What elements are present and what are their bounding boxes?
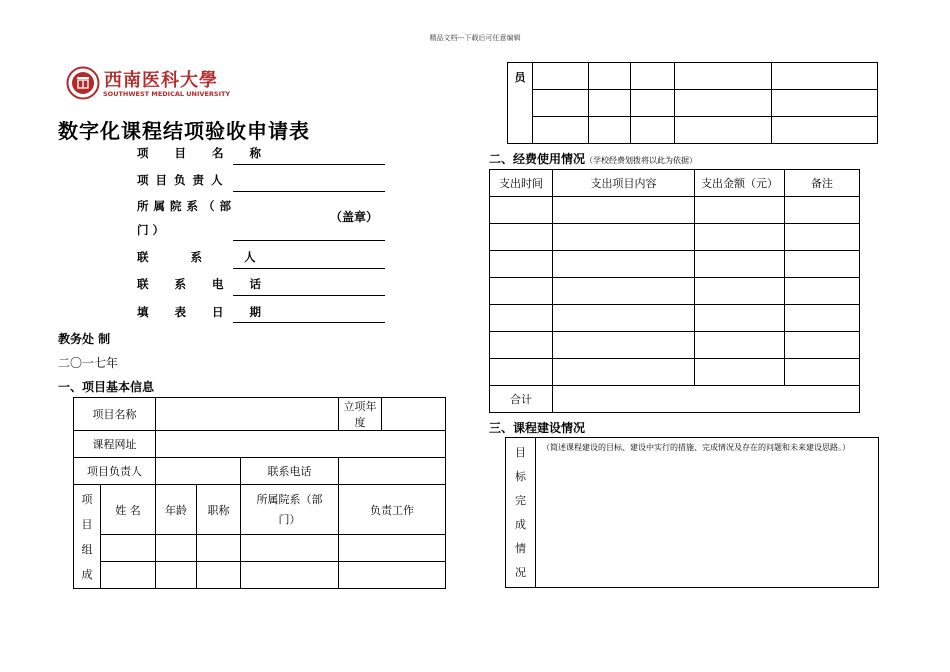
- section2-note: （学校经费划拨将以此为依据）: [585, 156, 698, 165]
- col-duty: 负责工作: [339, 485, 446, 535]
- member-continuation-table: [507, 62, 878, 144]
- member-cell[interactable]: [339, 562, 446, 589]
- expense-cell[interactable]: [490, 332, 553, 359]
- col-expense-note: 备注: [785, 170, 860, 197]
- logo-name: 西南医科大學: [104, 70, 218, 91]
- expense-cell[interactable]: [553, 305, 695, 332]
- seal-note: （盖章）: [330, 210, 379, 224]
- member-cell[interactable]: [675, 117, 772, 144]
- expense-cell[interactable]: [695, 332, 785, 359]
- member-cell[interactable]: [631, 63, 675, 90]
- expense-cell[interactable]: [785, 278, 860, 305]
- member-cell[interactable]: [101, 535, 156, 562]
- member-cell[interactable]: [101, 562, 156, 589]
- member-cell[interactable]: [589, 117, 631, 144]
- member-cell[interactable]: [339, 535, 446, 562]
- expense-table: [489, 169, 860, 413]
- member-cell[interactable]: [631, 117, 675, 144]
- col-title: 职称: [197, 485, 241, 535]
- col-name: 姓 名: [101, 485, 156, 535]
- expense-cell[interactable]: [553, 332, 695, 359]
- field-label-dept-cont: 门 ）: [137, 223, 165, 237]
- member-cell[interactable]: [156, 562, 197, 589]
- field-line-name[interactable]: [233, 164, 385, 165]
- label-project-group: 项目组成: [74, 485, 101, 589]
- section3-heading: 三、课程建设情况: [489, 421, 586, 435]
- section2-heading: 二、经费使用情况（学校经费划拨将以此为依据）: [489, 152, 698, 166]
- input-project-name[interactable]: [156, 398, 339, 431]
- input-approval-year[interactable]: [382, 398, 446, 431]
- expense-cell[interactable]: [695, 251, 785, 278]
- field-label-phone: 联 系 电 话: [137, 277, 273, 291]
- watermark: 精品文档---下载后可任意编辑: [429, 34, 521, 42]
- field-line-phone[interactable]: [233, 295, 385, 296]
- input-total[interactable]: [553, 386, 860, 413]
- label-leader: 项目负责人: [74, 458, 156, 485]
- field-line-dept[interactable]: [233, 240, 385, 241]
- field-label-dept: 所属院系（部: [137, 199, 236, 213]
- expense-cell[interactable]: [785, 305, 860, 332]
- member-cell[interactable]: [241, 535, 339, 562]
- expense-cell[interactable]: [785, 359, 860, 386]
- member-cell[interactable]: [533, 90, 589, 117]
- member-cell[interactable]: [772, 63, 878, 90]
- course-construction-table: [505, 437, 879, 588]
- expense-cell[interactable]: [695, 359, 785, 386]
- input-goal-completion[interactable]: （简述课程建设的目标、建设中实行的措施、完成情况及存在的问题和未来建设思路。）: [536, 438, 879, 588]
- member-cell[interactable]: [241, 562, 339, 589]
- expense-cell[interactable]: [490, 251, 553, 278]
- field-label-date: 填 表 日 期: [137, 305, 273, 319]
- field-label-name: 项 目 名 称: [137, 146, 273, 160]
- member-cell[interactable]: [197, 535, 241, 562]
- member-cell[interactable]: [156, 535, 197, 562]
- col-age: 年龄: [156, 485, 197, 535]
- university-logo: [66, 66, 236, 102]
- expense-cell[interactable]: [553, 224, 695, 251]
- logo-subtitle: SOUTHWEST MEDICAL UNIVERSITY: [103, 90, 231, 98]
- member-cell[interactable]: [631, 90, 675, 117]
- member-cell[interactable]: [772, 117, 878, 144]
- expense-cell[interactable]: [553, 359, 695, 386]
- member-cell[interactable]: [589, 90, 631, 117]
- expense-cell[interactable]: [695, 278, 785, 305]
- member-cell[interactable]: [197, 562, 241, 589]
- expense-cell[interactable]: [695, 224, 785, 251]
- field-line-date[interactable]: [233, 322, 385, 323]
- col-expense-amount: 支出金额（元）: [695, 170, 785, 197]
- expense-cell[interactable]: [695, 197, 785, 224]
- issuer: 教务处 制: [58, 332, 111, 346]
- expense-cell[interactable]: [785, 251, 860, 278]
- section1-heading: 一、项目基本信息: [58, 380, 155, 394]
- member-cell[interactable]: [589, 63, 631, 90]
- label-member-cont: 员: [508, 63, 533, 144]
- col-dept: 所属院系（部门）: [241, 485, 339, 535]
- expense-cell[interactable]: [553, 197, 695, 224]
- col-expense-content: 支出项目内容: [553, 170, 695, 197]
- member-cell[interactable]: [533, 117, 589, 144]
- expense-cell[interactable]: [553, 278, 695, 305]
- member-cell[interactable]: [675, 90, 772, 117]
- member-cell[interactable]: [772, 90, 878, 117]
- year: 二〇一七年: [58, 356, 119, 370]
- field-label-contact: 联 系 人: [137, 250, 275, 264]
- field-line-leader[interactable]: [233, 191, 385, 192]
- label-project-name: 项目名称: [74, 398, 156, 431]
- expense-cell[interactable]: [490, 224, 553, 251]
- expense-cell[interactable]: [785, 332, 860, 359]
- input-course-url[interactable]: [156, 431, 446, 458]
- label-course-url: 课程网址: [74, 431, 156, 458]
- expense-cell[interactable]: [490, 197, 553, 224]
- label-phone: 联系电话: [241, 458, 339, 485]
- expense-cell[interactable]: [553, 251, 695, 278]
- member-cell[interactable]: [533, 63, 589, 90]
- label-approval-year: 立项年度: [339, 398, 382, 431]
- expense-cell[interactable]: [785, 197, 860, 224]
- field-line-contact[interactable]: [233, 268, 385, 269]
- field-label-leader: 项目负责人: [137, 173, 230, 187]
- page-title: 数字化课程结项验收申请表: [58, 119, 310, 143]
- expense-cell[interactable]: [490, 305, 553, 332]
- project-info-table: [73, 397, 446, 589]
- col-expense-time: 支出时间: [490, 170, 553, 197]
- input-phone[interactable]: [339, 458, 446, 485]
- member-cell[interactable]: [675, 63, 772, 90]
- expense-cell[interactable]: [490, 278, 553, 305]
- expense-cell[interactable]: [785, 224, 860, 251]
- label-goal-completion: 目标完成情况: [506, 438, 536, 588]
- label-total: 合计: [490, 386, 553, 413]
- expense-cell[interactable]: [490, 359, 553, 386]
- input-leader[interactable]: [156, 458, 241, 485]
- expense-cell[interactable]: [695, 305, 785, 332]
